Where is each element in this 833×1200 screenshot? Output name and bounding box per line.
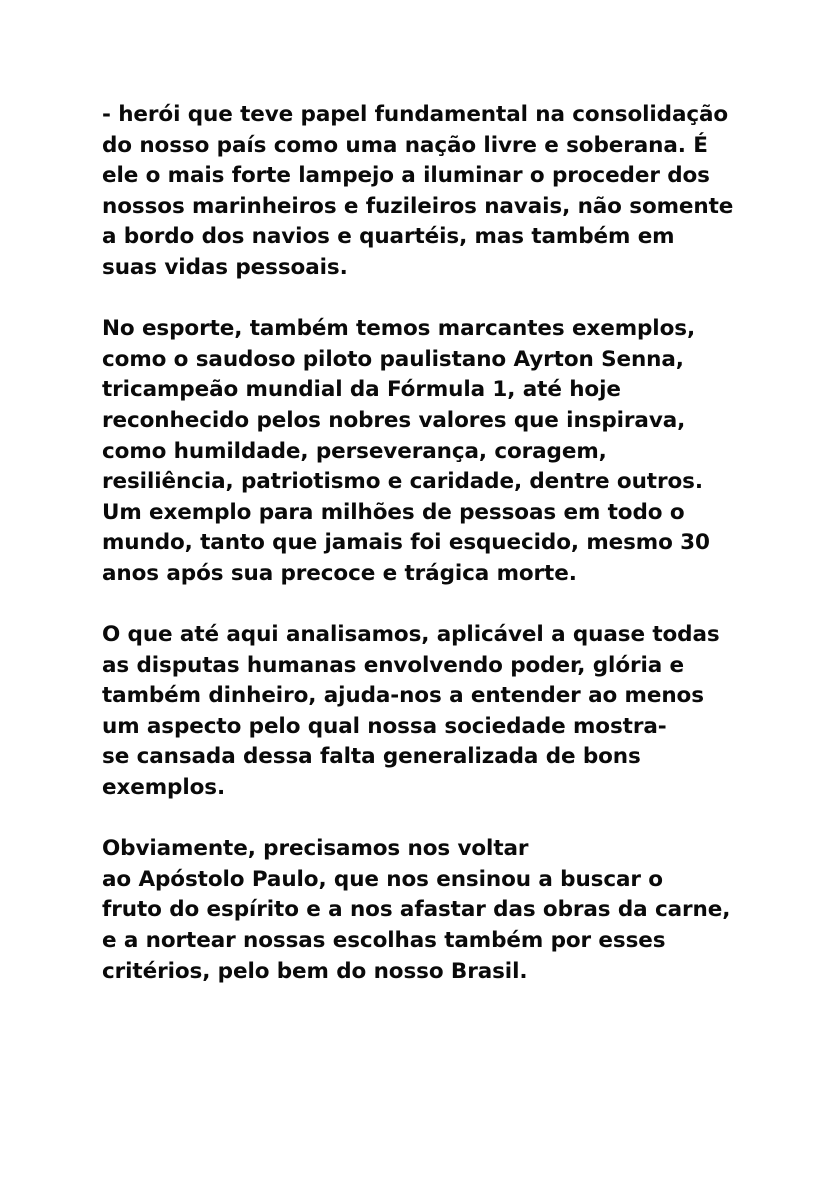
text-line: resiliência, patriotismo e caridade, dentre outros.	[102, 469, 703, 495]
text-line: também dinheiro, ajuda-nos a entender ao menos	[102, 683, 704, 709]
text-line: as disputas humanas envolvendo poder, glória e	[102, 652, 685, 678]
text-line: ele o mais forte lampejo a iluminar o proceder dos	[102, 163, 710, 189]
text-line: a bordo dos navios e quartéis, mas também em	[102, 224, 675, 250]
text-line: se cansada dessa falta generalizada de bons	[102, 744, 641, 770]
text-line: e a nortear nossas escolhas também por esses	[102, 928, 666, 954]
text-line: reconhecido pelos nobres valores que inspirava,	[102, 407, 686, 433]
text-line: No esporte, também temos marcantes exemplos,	[102, 316, 696, 342]
text-line: Um exemplo para milhões de pessoas em todo o	[102, 499, 685, 525]
text-line: do nosso país como uma nação livre e soberana. É	[102, 132, 708, 158]
document-text	[102, 100, 822, 1018]
text-line: suas vidas pessoais.	[102, 254, 348, 280]
paragraph-1	[102, 100, 822, 284]
text-line: exemplos.	[102, 775, 226, 801]
paragraph-3	[102, 620, 822, 804]
text-line: ao Apóstolo Paulo, que nos ensinou a buscar o	[102, 866, 663, 892]
text-line: critérios, pelo bem do nosso Brasil.	[102, 958, 528, 984]
text-line: como humildade, perseverança, coragem,	[102, 438, 607, 464]
text-line: tricampeão mundial da Fórmula 1, até hoje	[102, 377, 621, 403]
text-line: mundo, tanto que jamais foi esquecido, mesmo 30	[102, 530, 710, 556]
text-line: um aspecto pelo qual nossa sociedade mostra-	[102, 713, 667, 739]
text-line: O que até aqui analisamos, aplicável a quase todas	[102, 622, 720, 648]
text-line: como o saudoso piloto paulistano Ayrton Senna,	[102, 346, 684, 372]
paragraph-2	[102, 314, 822, 589]
text-line: - herói que teve papel fundamental na consolidação	[102, 102, 729, 127]
text-line: Obviamente, precisamos nos voltar	[102, 836, 529, 862]
text-line: nossos marinheiros e fuzileiros navais, não somente	[102, 193, 734, 219]
text-line: anos após sua precoce e trágica morte.	[102, 560, 577, 586]
text-line: fruto do espírito e a nos afastar das obras da carne,	[102, 897, 731, 923]
paragraph-4	[102, 834, 822, 987]
